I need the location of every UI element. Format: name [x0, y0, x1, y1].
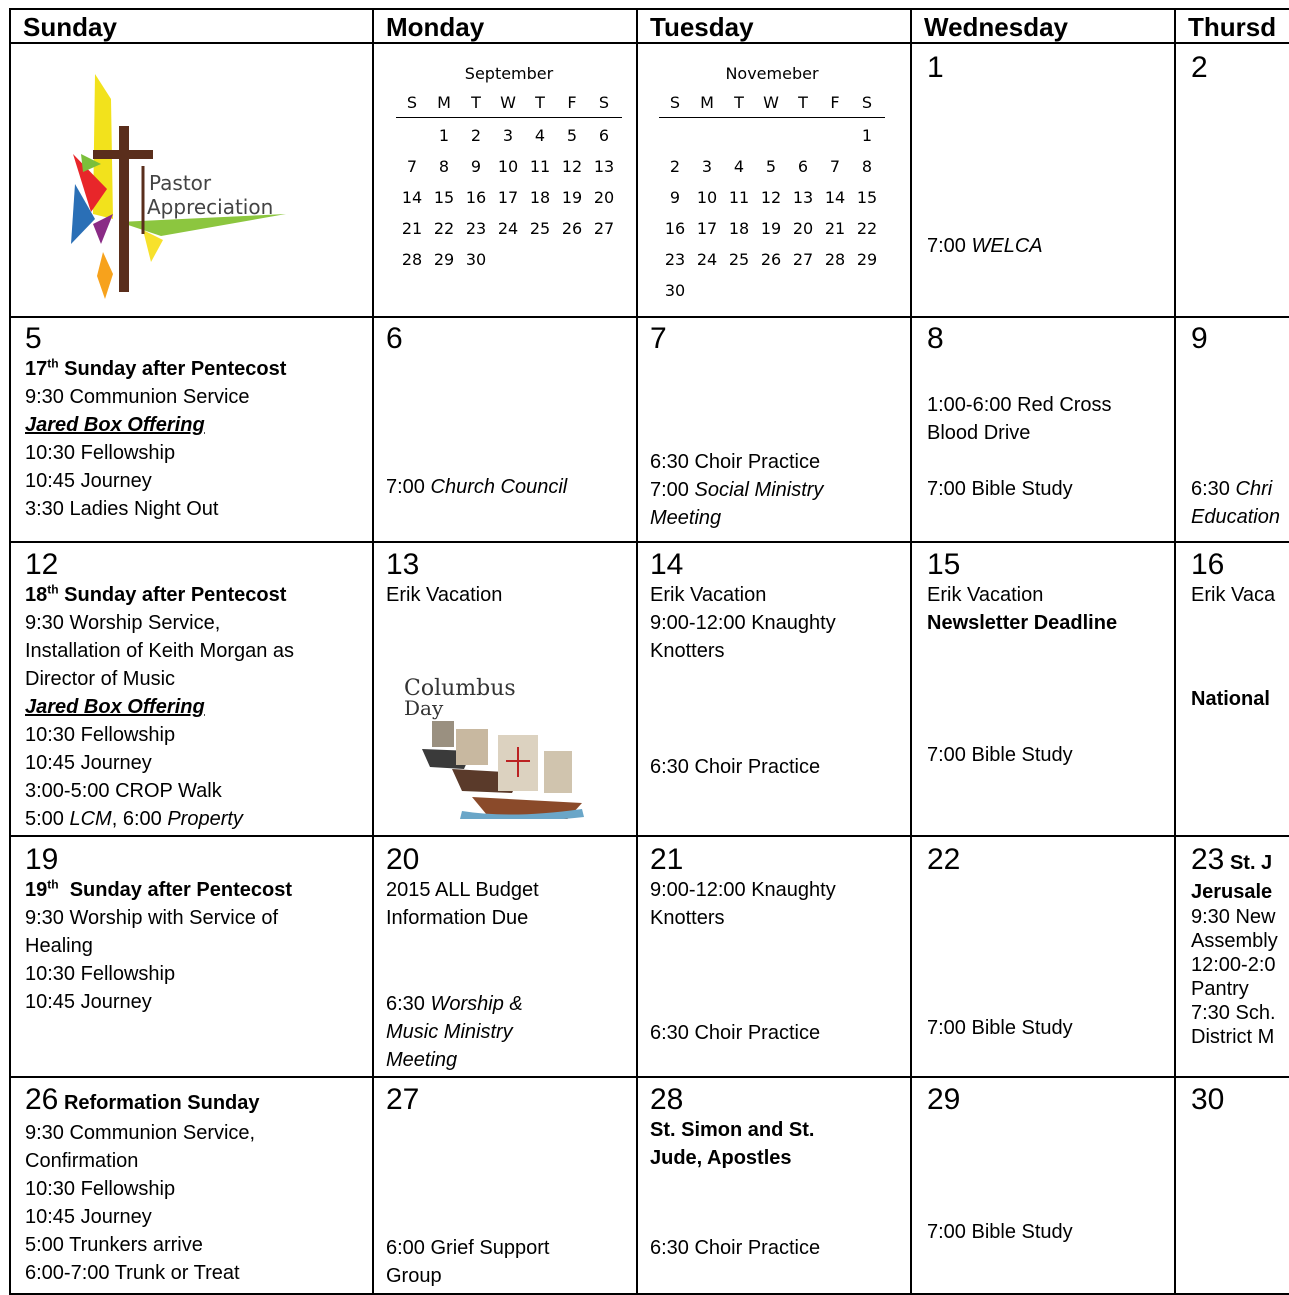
weekday-letter: S [406, 93, 418, 112]
event-line: Group [386, 1265, 442, 1287]
grid-line [9, 1076, 1289, 1078]
mini-calendar-days [396, 120, 622, 275]
mini-calendar-weekdays [396, 89, 622, 118]
event-line: Healing [25, 935, 93, 957]
event-line: Director of Music [25, 668, 176, 690]
event-group [1191, 475, 1280, 531]
event-time: 6:30 [1191, 478, 1230, 500]
event-name: Worship & [430, 993, 523, 1015]
mini-calendar-day: 8 [438, 157, 450, 176]
day-number: 20 [386, 844, 420, 876]
event-name: LCM [69, 808, 112, 830]
event-line: 10:45 Journey [25, 991, 152, 1013]
ordinal-suffix: th [47, 356, 59, 371]
event-line: 7:00 Bible Study [927, 1221, 1073, 1243]
mini-calendar-day: 17 [696, 219, 718, 238]
mini-calendar-day: 3 [502, 126, 514, 145]
mini-calendar-day: 29 [433, 250, 455, 269]
mini-calendar-day: 5 [566, 126, 578, 145]
ship-sail-1 [432, 721, 454, 747]
header-sunday: Sunday [23, 12, 117, 42]
event-name: Chri [1235, 478, 1273, 500]
event-name: WELCA [971, 235, 1043, 257]
logo-purple-shape [93, 214, 113, 244]
grid-line [636, 8, 638, 1295]
weekday-letter: M [700, 93, 714, 112]
mini-calendar-day: 4 [733, 157, 745, 176]
mini-calendar-day: 25 [529, 219, 551, 238]
mini-calendar-day: 5 [765, 157, 777, 176]
mini-calendar-day: 6 [598, 126, 610, 145]
mini-calendar-day: 10 [497, 157, 519, 176]
day-cell-2 [1191, 52, 1289, 314]
event-line: 9:30 Worship with Service of [25, 907, 279, 929]
event-line: 3:00-5:00 CROP Walk [25, 780, 222, 802]
event-group [386, 990, 523, 1074]
mini-calendar-day: 9 [669, 188, 681, 207]
event-line: Meeting [386, 1049, 458, 1071]
mini-calendar-day: 11 [529, 157, 551, 176]
mini-calendar-days [659, 120, 885, 306]
event-line: 6:30 Choir Practice [650, 451, 821, 473]
mini-calendar-day: 24 [696, 250, 718, 269]
weekday-letter: F [830, 93, 840, 112]
mini-calendar-day: 7 [829, 157, 841, 176]
event-line: 10:30 Fellowship [25, 1178, 176, 1200]
day-cell-21 [650, 844, 908, 1076]
event-line: District M [1191, 1026, 1275, 1048]
mini-calendar-day: 19 [760, 219, 782, 238]
event-line: Erik Vacation [386, 584, 503, 606]
event-line: St. Simon and St. [650, 1119, 815, 1141]
mini-calendar-day: 7 [406, 157, 418, 176]
mini-calendar-day: 14 [824, 188, 846, 207]
mini-calendar-day: 30 [465, 250, 487, 269]
mini-calendar-day: 30 [664, 281, 686, 300]
day-cell-16 [1191, 549, 1289, 835]
event-line: Pantry [1191, 978, 1249, 1000]
weekday-letter: W [763, 93, 779, 112]
calendar-grid [9, 8, 1289, 1295]
ordinal-number: 18 [25, 584, 48, 606]
event-line: Knotters [650, 907, 725, 929]
mini-calendar-day: 21 [824, 219, 846, 238]
grid-line [910, 8, 912, 1295]
mini-calendar-day: 28 [824, 250, 846, 269]
weekday-letter: F [567, 93, 577, 112]
day-cell-22 [927, 844, 1172, 1076]
day-cell-8 [927, 323, 1172, 539]
event-time: , 6:00 [111, 808, 168, 830]
event-line: Music Ministry [386, 1021, 513, 1043]
ship-sail-4 [544, 751, 572, 793]
event-line: 9:30 Worship Service, [25, 612, 221, 634]
mini-calendar-november [659, 59, 885, 306]
sunday-title [25, 581, 370, 609]
event-line [386, 990, 523, 1018]
event-line: Jude, Apostles [650, 1147, 792, 1169]
logo-text-appreciation: Appreciation [147, 195, 274, 219]
event-line: 7:00 Bible Study [927, 1017, 1073, 1039]
event-line: Installation of Keith Morgan as [25, 640, 295, 662]
day-cell-19 [25, 844, 370, 1076]
event-group [650, 448, 823, 532]
header-wednesday: Wednesday [924, 12, 1069, 42]
mini-calendar-day: 16 [465, 188, 487, 207]
day-cell-13 [386, 549, 634, 835]
day-cell-15 [927, 549, 1172, 835]
mini-calendar-day: 20 [593, 188, 615, 207]
mini-calendar-title: September [464, 64, 554, 83]
mini-calendar-september [396, 59, 622, 275]
columbus-text: Columbus [404, 676, 516, 701]
header-monday: Monday [386, 12, 485, 42]
event-line: Meeting [650, 507, 722, 529]
day-cell-6 [386, 323, 634, 539]
logo-orange-shape [97, 252, 113, 299]
mini-calendar-day: 24 [497, 219, 519, 238]
logo-text-pastor: Pastor [149, 171, 212, 195]
mini-calendar-day: 2 [470, 126, 482, 145]
event-time: 7:00 [927, 235, 966, 257]
event-line: 2015 ALL Budget [386, 879, 539, 901]
weekday-letter: S [598, 93, 610, 112]
mini-calendar-day: 3 [701, 157, 713, 176]
mini-calendar-day: 12 [760, 188, 782, 207]
day-cell-9 [1191, 323, 1289, 539]
mini-calendar-day: 4 [534, 126, 546, 145]
mini-calendar-day: 27 [593, 219, 615, 238]
day-number: 2 [1191, 52, 1208, 84]
mini-calendar-day: 20 [792, 219, 814, 238]
ordinal-number: 19 [25, 879, 48, 901]
event-line: 9:30 Communion Service [25, 386, 250, 408]
mini-calendar-day: 18 [529, 188, 551, 207]
event-line: 6:00 Grief Support [386, 1237, 550, 1259]
mini-calendar-day: 19 [561, 188, 583, 207]
day-number: 15 [927, 549, 961, 581]
mini-calendar-day: 15 [433, 188, 455, 207]
day-number: 19 [25, 844, 59, 876]
event-group [386, 1234, 549, 1290]
grid-line [372, 8, 374, 1295]
mini-calendar-title: Novemeber [725, 64, 819, 83]
mini-calendar-day: 14 [401, 188, 423, 207]
grid-line [9, 316, 1289, 318]
event-line: 10:30 Fellowship [25, 724, 176, 746]
day-cell-12 [25, 549, 370, 835]
event-line: Information Due [386, 907, 529, 929]
day-number: 27 [386, 1084, 420, 1116]
event-line [650, 476, 823, 504]
day-text: Day [404, 696, 444, 720]
event-line: Erik Vacation [927, 584, 1044, 606]
mini-calendar-day: 17 [497, 188, 519, 207]
event-line [386, 473, 567, 501]
day-cell-29 [927, 1084, 1172, 1293]
header-tuesday: Tuesday [650, 12, 754, 42]
mini-calendar-day: 9 [470, 157, 482, 176]
event-line: 6:30 Choir Practice [650, 1022, 821, 1044]
weekday-letter: S [669, 93, 681, 112]
day-cell-28 [650, 1084, 908, 1293]
event-line: Jerusale [1191, 881, 1273, 903]
event-line: 7:30 Sch. [1191, 1002, 1276, 1024]
event-line: Confirmation [25, 1150, 139, 1172]
event-line: 6:30 Choir Practice [650, 1237, 821, 1259]
mini-calendar-day: 2 [669, 157, 681, 176]
sunday-name: Sunday after Pentecost [58, 879, 292, 901]
event-line: 6:30 Choir Practice [650, 756, 821, 778]
weekday-letter: S [861, 93, 873, 112]
event-line: 9:30 New [1191, 906, 1276, 928]
event-welca [927, 232, 1043, 260]
grid-line [9, 835, 1289, 837]
day-number: 14 [650, 549, 684, 581]
mini-calendar-day: 13 [593, 157, 615, 176]
event-line: 3:30 Ladies Night Out [25, 498, 219, 520]
event-line: Assembly [1191, 930, 1278, 952]
event-line: Jared Box Offering [25, 696, 205, 718]
ordinal-suffix: th [47, 877, 59, 892]
day-title [25, 1084, 370, 1119]
event-name: Property [167, 808, 243, 830]
event-line: 10:30 Fellowship [25, 442, 176, 464]
day-number: 26 [25, 1084, 59, 1116]
event-line: Jared Box Offering [25, 414, 205, 436]
event-line: Knotters [650, 640, 725, 662]
event-name: Social Ministry [694, 479, 824, 501]
mini-calendar-day: 16 [664, 219, 686, 238]
sunday-name: Sunday after Pentecost [58, 358, 287, 380]
weekday-letter: T [471, 93, 481, 112]
day-cell-27 [386, 1084, 634, 1293]
event-line: 10:45 Journey [25, 1206, 152, 1228]
day-cell-5 [25, 323, 370, 539]
mini-calendar-day: 22 [856, 219, 878, 238]
mini-calendar-day: 23 [664, 250, 686, 269]
event-line: Erik Vaca [1191, 584, 1276, 606]
day-title [1191, 844, 1289, 879]
mini-calendar-weekdays [659, 89, 885, 118]
cross-horizontal [93, 150, 153, 159]
event-line: 7:00 Bible Study [927, 744, 1073, 766]
mini-calendar-day: 23 [465, 219, 487, 238]
day-number: 6 [386, 323, 403, 355]
day-cell-26 [25, 1084, 370, 1293]
event-name: Church Council [430, 476, 568, 498]
day-number: 12 [25, 549, 59, 581]
sunday-name: Sunday after Pentecost [58, 584, 287, 606]
mini-calendar-day: 10 [696, 188, 718, 207]
event-line: 9:00-12:00 Knaughty [650, 879, 836, 901]
weekday-letter: W [500, 93, 516, 112]
feast-name: Reformation Sunday [63, 1092, 260, 1114]
event-line: 5:00 Trunkers arrive [25, 1234, 203, 1256]
day-cell-23 [1191, 844, 1289, 1076]
sunday-title [25, 876, 370, 904]
mini-calendar-day: 29 [856, 250, 878, 269]
grid-line [1174, 8, 1176, 1295]
mini-calendar-day: 8 [861, 157, 873, 176]
event-line: 10:30 Fellowship [25, 963, 176, 985]
day-cell-14 [650, 549, 908, 835]
event-line: 12:00-2:0 [1191, 954, 1276, 976]
event-line: Blood Drive [927, 422, 1031, 444]
mini-calendar-day: 1 [861, 126, 873, 145]
day-number: 16 [1191, 549, 1225, 581]
weekday-letter: M [437, 93, 451, 112]
event-line [1191, 475, 1280, 503]
day-number: 7 [650, 323, 667, 355]
day-number: 22 [927, 844, 961, 876]
mini-calendar-day: 21 [401, 219, 423, 238]
mini-calendar-day: 26 [760, 250, 782, 269]
event-line: 1:00-6:00 Red Cross [927, 394, 1112, 416]
event-time: 6:30 [386, 993, 425, 1015]
event-line: 10:45 Journey [25, 752, 152, 774]
event-time: 7:00 [650, 479, 689, 501]
mini-calendar-day: 6 [797, 157, 809, 176]
day-cell-30 [1191, 1084, 1289, 1293]
weekday-letter: T [535, 93, 545, 112]
day-number: 28 [650, 1084, 684, 1116]
day-number: 21 [650, 844, 684, 876]
day-number: 29 [927, 1084, 961, 1116]
columbus-day-illustration [402, 669, 602, 819]
grid-line [9, 541, 1289, 543]
ordinal-suffix: th [47, 582, 59, 597]
mini-calendar-day: 13 [792, 188, 814, 207]
event-line: Newsletter Deadline [927, 612, 1118, 634]
day-number: 23 [1191, 844, 1225, 876]
day-number: 9 [1191, 323, 1208, 355]
event-line [25, 805, 370, 833]
day-number: 13 [386, 549, 420, 581]
event-time: 5:00 [25, 808, 70, 830]
event-line: 7:00 Bible Study [927, 478, 1073, 500]
mini-calendar-day: 12 [561, 157, 583, 176]
ship-sail-2 [456, 729, 488, 765]
mini-calendar-day: 26 [561, 219, 583, 238]
mini-calendar-day: 28 [401, 250, 423, 269]
mini-calendar-day: 25 [728, 250, 750, 269]
day-cell-1 [927, 52, 1172, 314]
mini-calendar-day: 18 [728, 219, 750, 238]
feast-name: St. J [1229, 852, 1273, 874]
event-line: 10:45 Journey [25, 470, 152, 492]
day-number: 5 [25, 323, 42, 355]
event-line: 6:00-7:00 Trunk or Treat [25, 1262, 240, 1284]
day-cell-20 [386, 844, 634, 1076]
weekday-letter: T [734, 93, 744, 112]
event-line: 9:00-12:00 Knaughty [650, 612, 836, 634]
mini-calendar-day: 15 [856, 188, 878, 207]
mini-calendar-day: 22 [433, 219, 455, 238]
event-line: Education [1191, 506, 1280, 528]
event-group [927, 391, 1112, 447]
day-number: 8 [927, 323, 944, 355]
event-time: 7:00 [386, 476, 425, 498]
ordinal-number: 17 [25, 358, 48, 380]
day-cell-7 [650, 323, 908, 539]
day-number: 30 [1191, 1084, 1225, 1116]
mini-calendar-day: 11 [728, 188, 750, 207]
event-line: 9:30 Communion Service, [25, 1122, 256, 1144]
day-number: 1 [927, 52, 944, 84]
mini-calendar-day: 1 [438, 126, 450, 145]
event-line: Erik Vacation [650, 584, 767, 606]
weekday-letter: T [798, 93, 808, 112]
mini-calendar-day: 27 [792, 250, 814, 269]
event-line: National [1191, 688, 1270, 710]
header-thursday: Thursd [1188, 12, 1277, 42]
pastor-appreciation-logo [11, 44, 372, 316]
sunday-title [25, 355, 370, 383]
